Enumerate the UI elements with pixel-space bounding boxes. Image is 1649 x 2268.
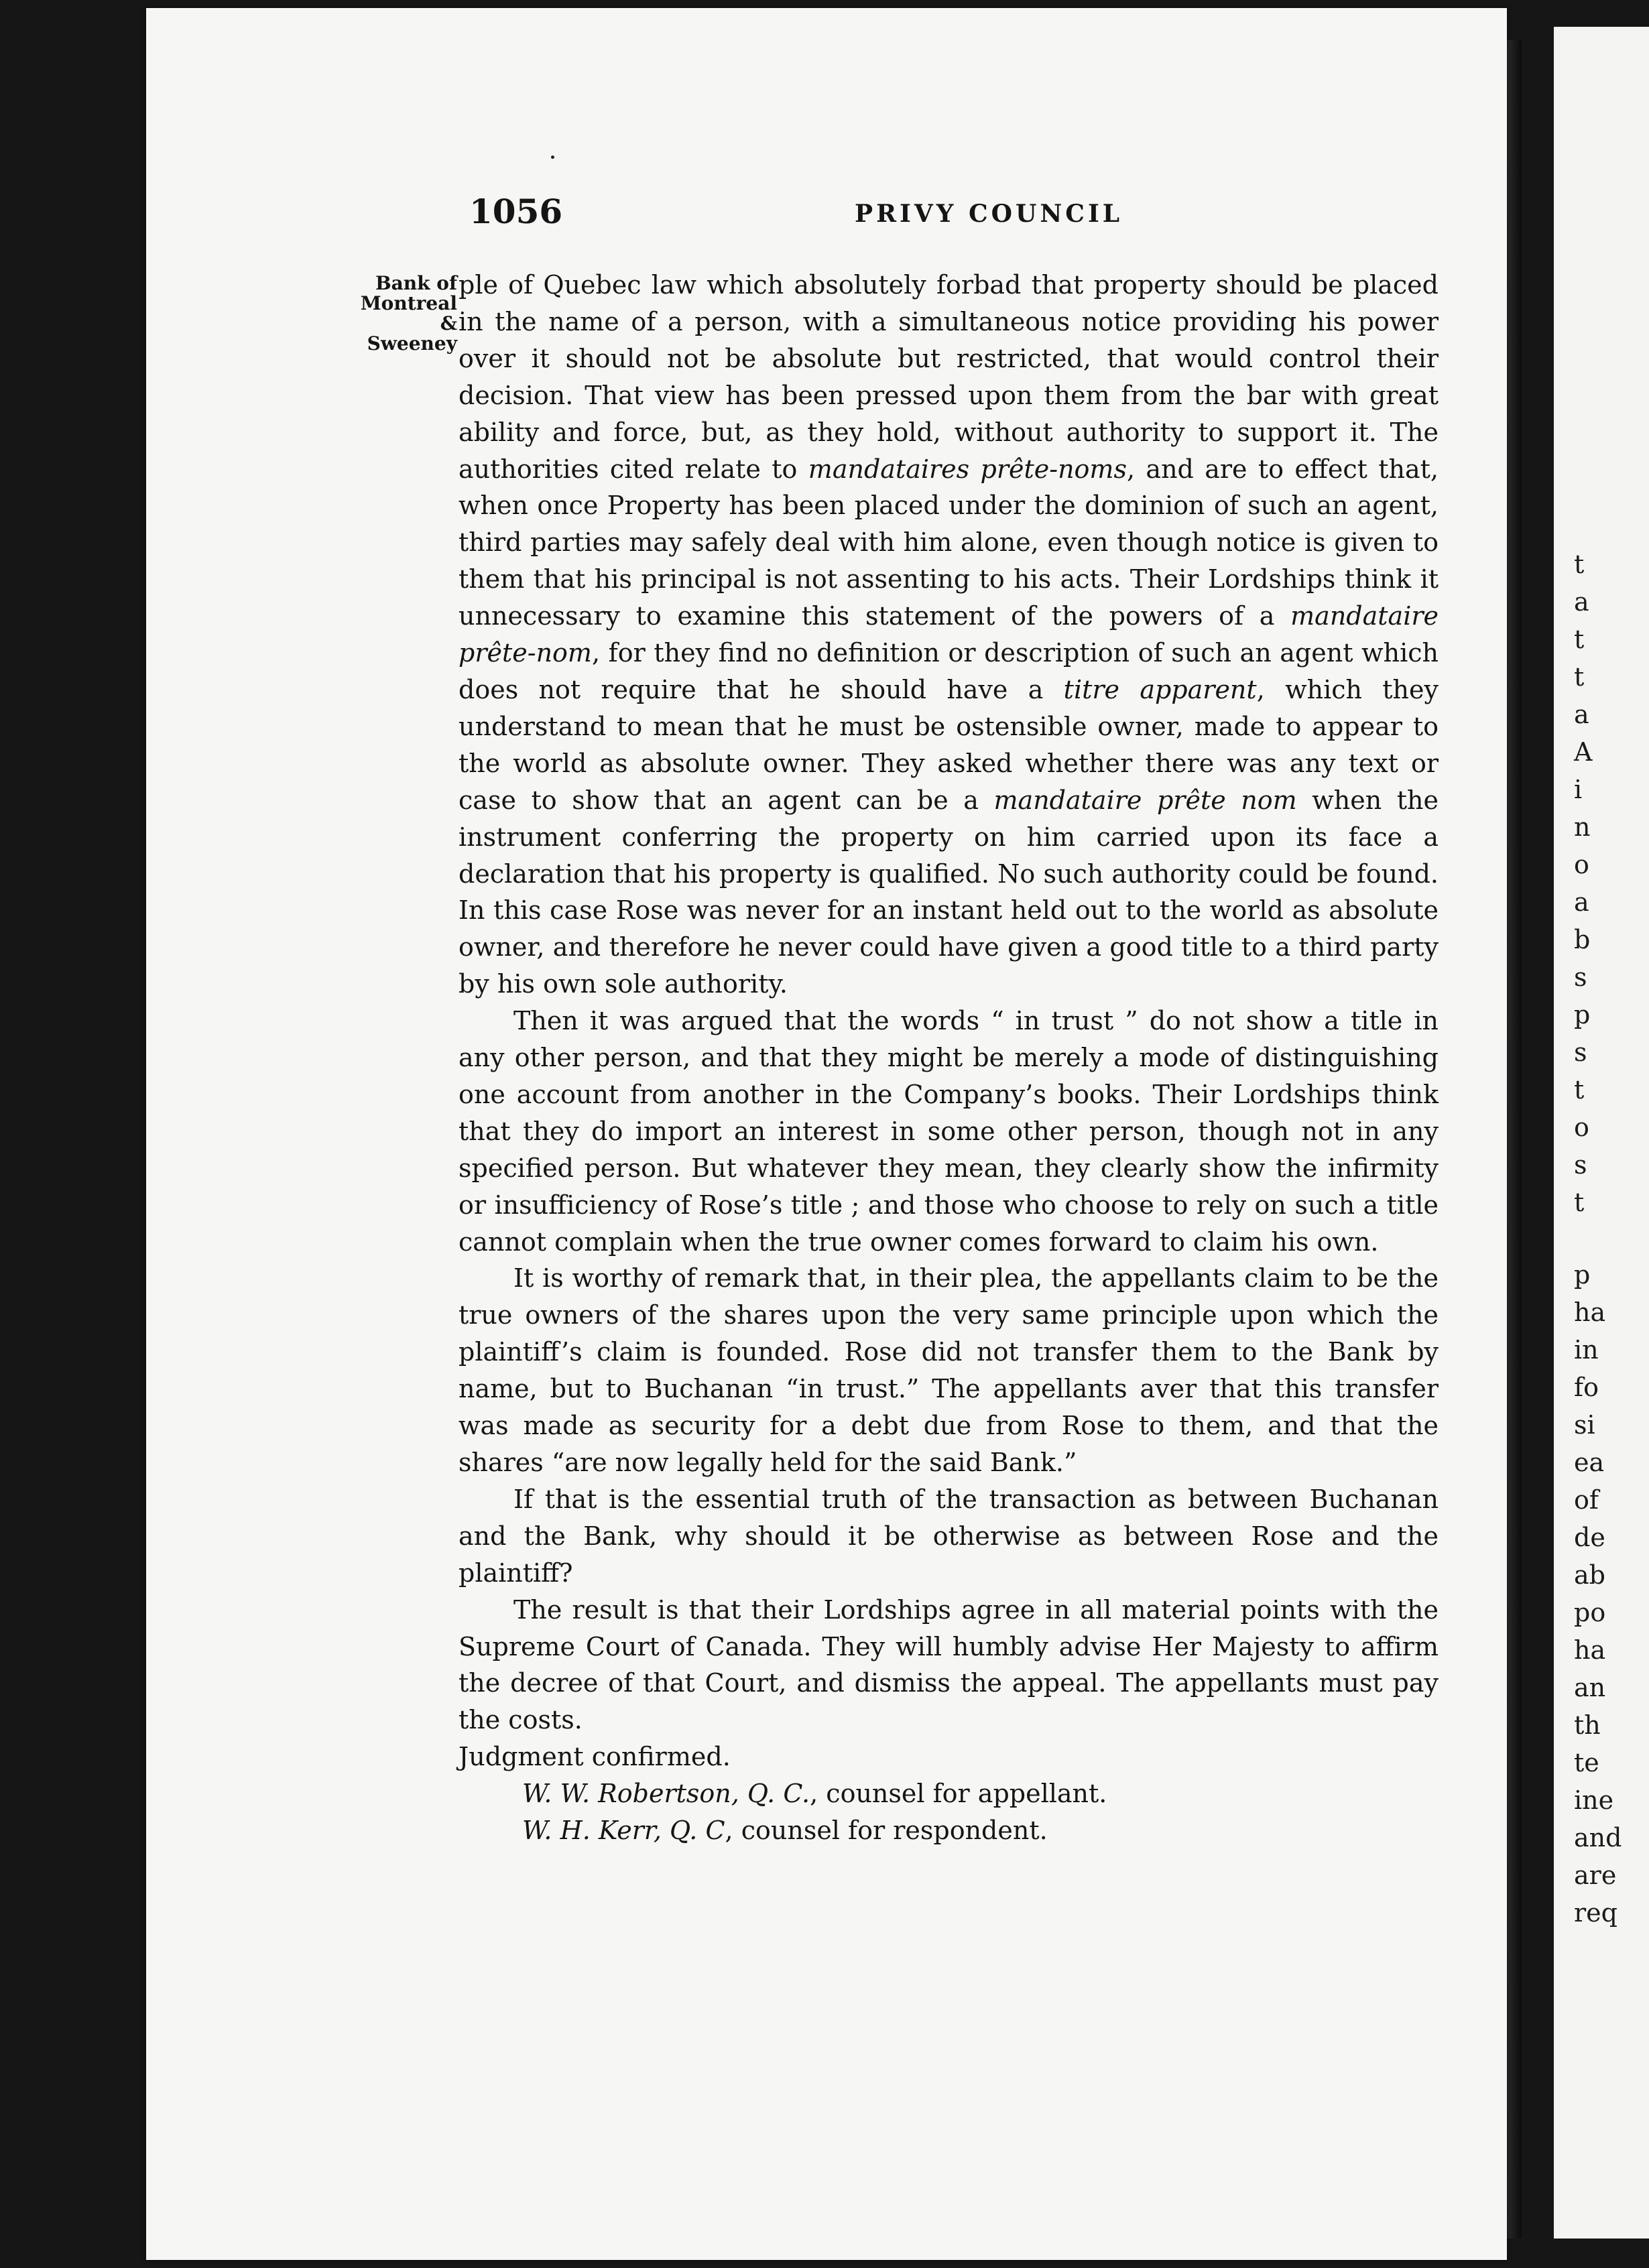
margin-note-line: Bank of (375, 272, 457, 294)
facing-page-fragment: a (1574, 587, 1589, 617)
facing-page-fragment: te (1574, 1748, 1599, 1777)
text-run: , for they find no definition or description of such an agent which does not require that he should have a (459, 638, 1439, 704)
page-spine-shadow (1507, 40, 1522, 2239)
facing-page-fragment: b (1574, 925, 1591, 954)
facing-page-fragment: i (1574, 775, 1583, 804)
facing-page-fragment: fo (1574, 1373, 1599, 1402)
counsel-name: W. W. Robertson, Q. C. (522, 1779, 810, 1809)
facing-page-fragment: p (1574, 1000, 1591, 1029)
facing-page-fragment: p (1574, 1260, 1591, 1289)
counsel-respondent (459, 1812, 1439, 1849)
counsel-name: W. H. Kerr, Q. C (522, 1816, 725, 1846)
facing-page-fragment: of (1574, 1485, 1599, 1515)
italic-term: mandataire prête nom (993, 785, 1297, 815)
italic-term: titre apparent (1063, 674, 1257, 704)
text-run: ple of Quebec law which absolutely forbad that property should be placed in the name of a person, with a simultaneous notice providing his power over it should not be absolute but restricted, that would control their decision. That view has been pressed upon them from the bar with great ability and force, but, as they hold, without authority to support it. The authorities cited relate to (459, 270, 1439, 484)
facing-page-fragment: o (1574, 1113, 1589, 1142)
facing-page-fragment: s (1574, 1037, 1587, 1067)
facing-page-fragment: t (1574, 662, 1585, 692)
paragraph-3: It is worthy of remark that, in their plea, the appellants claim to be the true owners of the shares upon the very same principle upon which the plaintiff’s claim is founded. Rose did not transfer them to the Bank by name, but to Buchanan “in trust.” The appellants aver that this transfer was made as security for a debt due from Rose to them, and that the shares “are now legally held for the said Bank.” (459, 1263, 1439, 1477)
facing-page-fragment: ab (1574, 1560, 1605, 1590)
facing-page-fragment: s (1574, 1150, 1587, 1180)
italic-term: mandataires prête-noms (808, 454, 1127, 484)
margin-note (343, 273, 457, 354)
paragraph-5: The result is that their Lordships agree in all material points with the Supreme Court of Canada. They will humbly advise Her Majesty to affirm the decree of that Court, and dismiss the appeal. The appellants must pay the costs. (459, 1594, 1439, 1735)
facing-page-fragment: t (1574, 1075, 1585, 1105)
paragraph-2: Then it was argued that the words “ in trust ” do not show a title in any other person, and that they might be merely a mode of distinguishing one account from another in the Company’s books. Their Lordships think that they do import an interest in some other person, though not in any specified person. But whatever they mean, they clearly show the infirmity or insufficiency of Rose’s title ; and those who choose to rely on such a title cannot complain when the true owner comes forward to claim his own. (459, 1006, 1439, 1257)
facing-page-fragment: ine (1574, 1785, 1614, 1815)
print-speck (551, 155, 554, 159)
body-text (459, 267, 1439, 1849)
margin-note-line: Sweeney (367, 332, 457, 355)
page-number: 1056 (469, 192, 563, 231)
facing-page-fragment: o (1574, 850, 1589, 879)
italic-term: mandataire prête-nom (459, 601, 1439, 668)
facing-page-fragment: a (1574, 887, 1589, 917)
facing-page-fragment: in (1574, 1335, 1599, 1365)
facing-page-fragment: and (1574, 1823, 1622, 1852)
judgment-line: Judgment confirmed. (459, 1742, 731, 1772)
facing-page-fragment: th (1574, 1710, 1601, 1740)
facing-page-fragment: req (1574, 1898, 1617, 1928)
facing-page-fragment: t (1574, 1188, 1585, 1217)
facing-page-fragment: an (1574, 1673, 1606, 1702)
facing-page (1554, 27, 1649, 2239)
facing-page-fragment: de (1574, 1523, 1605, 1552)
facing-page-fragment: si (1574, 1410, 1595, 1440)
page-header (469, 192, 1438, 232)
text-run: , which they understand to mean that he must be ostensible owner, made to appear to the world as absolute owner. They asked whether there was any text or case to show that an agent can be a (459, 674, 1439, 815)
margin-note-line: & (440, 312, 457, 334)
running-head: PRIVY COUNCIL (855, 200, 1123, 228)
counsel-appellant (459, 1775, 1439, 1812)
facing-page-fragment: are (1574, 1861, 1617, 1890)
facing-page-fragment: t (1574, 625, 1585, 654)
facing-page-fragment: ha (1574, 1635, 1606, 1665)
paragraph-1 (459, 267, 1439, 1003)
margin-note-line: Montreal (360, 292, 457, 314)
facing-page-fragment: t (1574, 550, 1585, 579)
counsel-role: , counsel for respondent. (725, 1816, 1048, 1846)
facing-page-fragment: a (1574, 700, 1589, 729)
facing-page-fragment: s (1574, 962, 1587, 992)
text-run: , and are to effect that, when once Property has been placed under the dominion of such an agent, third parties may safely deal with him alone, even though notice is given to them that his principal is not assenting to his acts. Their Lordships think it unnecessary to examine this statement of the powers of a (459, 454, 1439, 631)
facing-page-fragment: ha (1574, 1298, 1606, 1327)
facing-page-fragment: A (1574, 737, 1593, 767)
facing-page-fragment: po (1574, 1598, 1606, 1627)
paragraph-4: If that is the essential truth of the transaction as between Buchanan and the Bank, why should it be otherwise as between Rose and the plaintiff? (459, 1484, 1439, 1588)
facing-page-fragment: n (1574, 812, 1591, 842)
facing-page-fragment: ea (1574, 1448, 1605, 1477)
counsel-role: , counsel for appellant. (810, 1779, 1107, 1809)
text-run: when the instrument conferring the property on him carried upon its face a declaration that his property is qualified. No such authority could be found. In this case Rose was never for an instant held out to the world as absolute owner, and therefore he never could have given a good title to a third party by his own sole authority. (459, 785, 1439, 999)
